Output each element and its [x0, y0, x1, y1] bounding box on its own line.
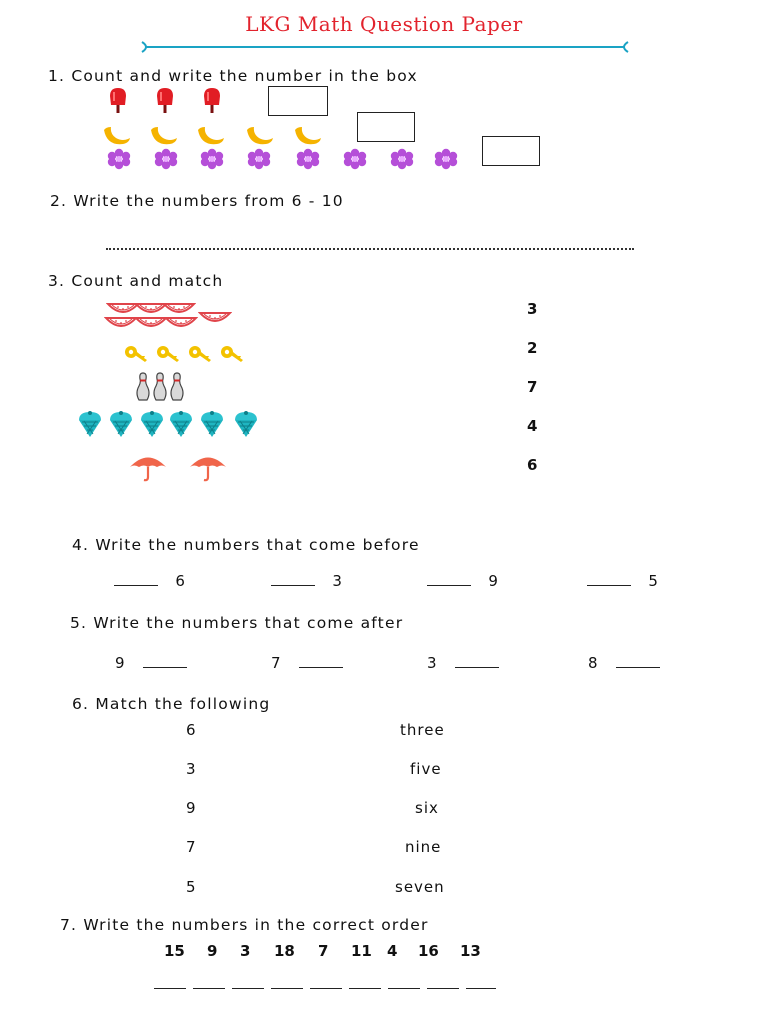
q1-answer-box-2[interactable] [357, 112, 415, 142]
ice-cream-cone-icon [198, 410, 226, 438]
q7-number: 16 [418, 942, 439, 960]
page-title: LKG Math Question Paper [245, 12, 523, 36]
q5-number: 9 [115, 654, 126, 672]
ice-cream-cone-icon [167, 410, 195, 438]
q7-number: 7 [318, 942, 329, 960]
q7-answer-lines [154, 988, 496, 990]
q6-right-word[interactable]: seven [395, 878, 445, 896]
q7-number: 4 [387, 942, 398, 960]
q5-item [115, 654, 187, 672]
answer-blank[interactable] [349, 988, 381, 989]
q2-answer-line[interactable] [106, 246, 634, 250]
crescent-moon-icon [195, 124, 225, 148]
q6-left-number[interactable]: 9 [186, 799, 197, 817]
q3-number[interactable]: 3 [527, 300, 538, 318]
watermelon-slice-icon [164, 312, 198, 330]
q7-number: 13 [460, 942, 481, 960]
ice-cream-cone-icon [76, 410, 104, 438]
q4-number: 3 [332, 572, 343, 590]
popsicle-icon [200, 86, 224, 114]
ice-cream-cone-icon [138, 410, 166, 438]
q6-left-number[interactable]: 6 [186, 721, 197, 739]
ice-cream-cone-icon [107, 410, 135, 438]
q7-number: 18 [274, 942, 295, 960]
crescent-moon-icon [292, 124, 322, 148]
q4-number: 5 [648, 572, 659, 590]
answer-blank[interactable] [271, 988, 303, 989]
q4-item [427, 572, 499, 590]
answer-blank[interactable] [427, 585, 471, 586]
purple-flower-icon [198, 148, 226, 170]
q3-number[interactable]: 4 [527, 417, 538, 435]
question-3-label: 3. Count and match [48, 272, 224, 290]
watermelon-slice-icon [198, 307, 232, 325]
crescent-moon-icon [244, 124, 274, 148]
q6-right-word[interactable]: six [415, 799, 439, 817]
q3-number[interactable]: 7 [527, 378, 538, 396]
question-2-label: 2. Write the numbers from 6 - 10 [50, 192, 344, 210]
q3-group-watermelons [104, 298, 234, 334]
purple-flower-icon [245, 148, 273, 170]
answer-blank[interactable] [310, 988, 342, 989]
question-4-label: 4. Write the numbers that come before [72, 536, 420, 554]
crescent-moon-icon [148, 124, 178, 148]
q7-number: 9 [207, 942, 218, 960]
purple-flower-icon [105, 148, 133, 170]
answer-blank[interactable] [299, 667, 343, 668]
answer-blank[interactable] [143, 667, 187, 668]
q4-item [114, 572, 186, 590]
purple-flower-icon [341, 148, 369, 170]
q1-answer-box-3[interactable] [482, 136, 540, 166]
q6-left-number[interactable]: 7 [186, 838, 197, 856]
key-icon [123, 344, 149, 364]
q3-number[interactable]: 2 [527, 339, 538, 357]
question-6-label: 6. Match the following [72, 695, 271, 713]
q4-number: 6 [175, 572, 186, 590]
q6-right-word[interactable]: five [410, 760, 442, 778]
q5-number: 3 [427, 654, 438, 672]
q3-number[interactable]: 6 [527, 456, 538, 474]
question-1-label: 1. Count and write the number in the box [48, 67, 418, 85]
q7-number: 3 [240, 942, 251, 960]
answer-blank[interactable] [427, 988, 459, 989]
key-icon [155, 344, 181, 364]
watermelon-slice-icon [104, 312, 138, 330]
answer-blank[interactable] [154, 988, 186, 989]
bowling-pin-icon [134, 372, 152, 402]
crescent-moon-icon [101, 124, 131, 148]
purple-flower-icon [432, 148, 460, 170]
q7-number: 11 [351, 942, 372, 960]
ice-cream-cone-icon [232, 410, 260, 438]
q6-left-number[interactable]: 5 [186, 878, 197, 896]
q5-item [427, 654, 499, 672]
popsicle-icon [153, 86, 177, 114]
question-7-label: 7. Write the numbers in the correct order [60, 916, 429, 934]
answer-blank[interactable] [232, 988, 264, 989]
answer-blank[interactable] [193, 988, 225, 989]
popsicle-icon [106, 86, 130, 114]
q1-answer-box-1[interactable] [268, 86, 328, 116]
key-icon [187, 344, 213, 364]
key-icon [219, 344, 245, 364]
answer-blank[interactable] [388, 988, 420, 989]
purple-flower-icon [152, 148, 180, 170]
question-5-label: 5. Write the numbers that come after [70, 614, 404, 632]
answer-blank[interactable] [114, 585, 158, 586]
q6-right-word[interactable]: three [400, 721, 445, 739]
title-divider [140, 40, 630, 54]
umbrella-icon [188, 454, 228, 482]
answer-blank[interactable] [587, 585, 631, 586]
answer-blank[interactable] [466, 988, 496, 989]
q4-number: 9 [488, 572, 499, 590]
watermelon-slice-icon [134, 312, 168, 330]
bowling-pin-icon [168, 372, 186, 402]
q6-left-number[interactable]: 3 [186, 760, 197, 778]
q7-number: 15 [164, 942, 185, 960]
q5-number: 7 [271, 654, 282, 672]
purple-flower-icon [294, 148, 322, 170]
q4-item [271, 572, 343, 590]
q5-number: 8 [588, 654, 599, 672]
answer-blank[interactable] [271, 585, 315, 586]
answer-blank[interactable] [455, 667, 499, 668]
q4-item [587, 572, 659, 590]
q5-item [271, 654, 343, 672]
bowling-pin-icon [151, 372, 169, 402]
q5-item [588, 654, 660, 672]
answer-blank[interactable] [616, 667, 660, 668]
q6-right-word[interactable]: nine [405, 838, 442, 856]
purple-flower-icon [388, 148, 416, 170]
umbrella-icon [128, 454, 168, 482]
